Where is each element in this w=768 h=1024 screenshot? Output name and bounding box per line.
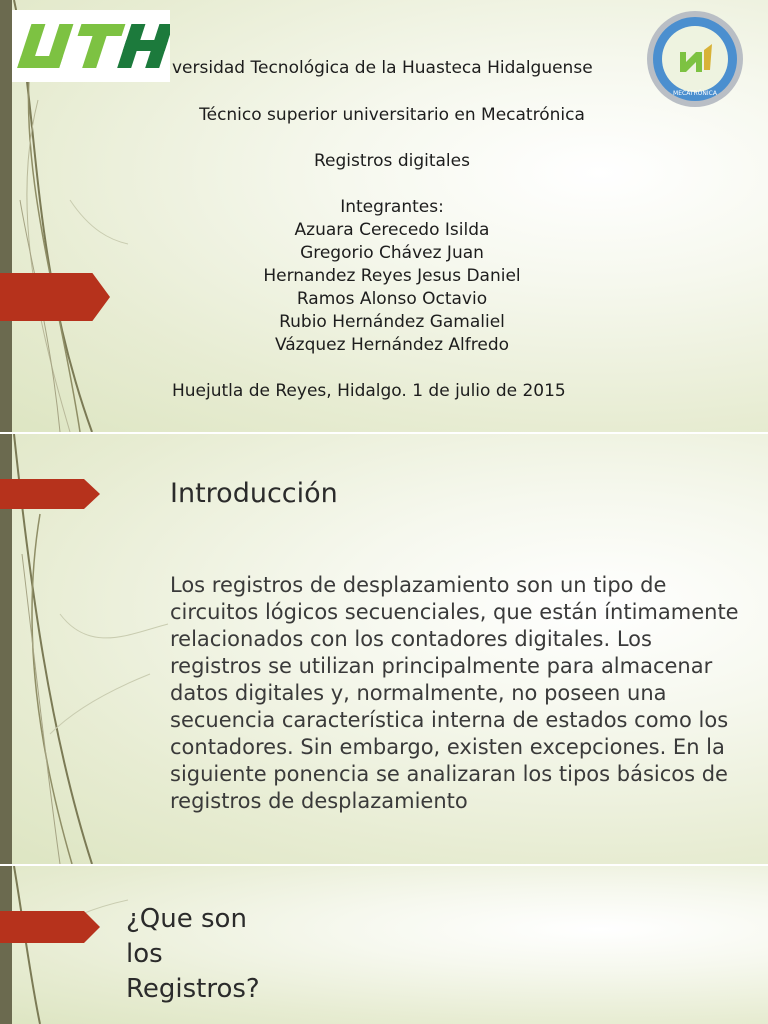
slide-title [126, 902, 260, 1007]
slide-que-son-registros [0, 866, 768, 1024]
title-line: los [126, 939, 163, 969]
red-arrow-tab [0, 479, 100, 509]
program-name: Técnico superior universitario en Mecatrónica [199, 105, 585, 125]
member-name: Vázquez Hernández Alfredo [274, 335, 510, 355]
slide-title: Introducción [170, 478, 338, 509]
svg-text:MECATRÓNICA: MECATRÓNICA [673, 90, 717, 97]
slide-introduction [0, 434, 768, 864]
red-arrow-tab [0, 273, 110, 321]
subject-name: Registros digitales [314, 151, 470, 171]
decorative-leaves [0, 866, 130, 1024]
intro-paragraph: Los registros de desplazamiento son un tipo de circuitos lógicos secuenciales, que están íntimamente relacionados con los contadores digitales. Los registros se utilizan principalmente para almacenar datos digitales y, normalmente, no poseen una secuencia característica interna de estados como los contadores. Sin embargo, existen excepciones. En la siguiente ponencia se analizaran los tipos básicos de registros de desplazamiento [170, 573, 739, 813]
mecatronica-seal [646, 10, 744, 108]
red-arrow-tab [0, 911, 100, 943]
member-name: Hernandez Reyes Jesus Daniel [263, 266, 521, 286]
uth-logo [12, 10, 170, 82]
slide-title [0, 0, 768, 432]
member-name: Azuara Cerecedo Isilda [294, 220, 490, 240]
title-line: ¿Que son [126, 904, 247, 934]
university-name: versidad Tecnológica de la Huasteca Hidalguense [172, 58, 593, 78]
member-name: Gregorio Chávez Juan [300, 243, 484, 263]
title-line: Registros? [126, 974, 260, 1004]
member-name: Ramos Alonso Octavio [296, 289, 488, 309]
members-heading: Integrantes: [340, 197, 444, 217]
place-date: Huejutla de Reyes, Hidalgo. 1 de julio de 2015 [172, 381, 566, 401]
member-name: Rubio Hernández Gamaliel [279, 312, 505, 332]
